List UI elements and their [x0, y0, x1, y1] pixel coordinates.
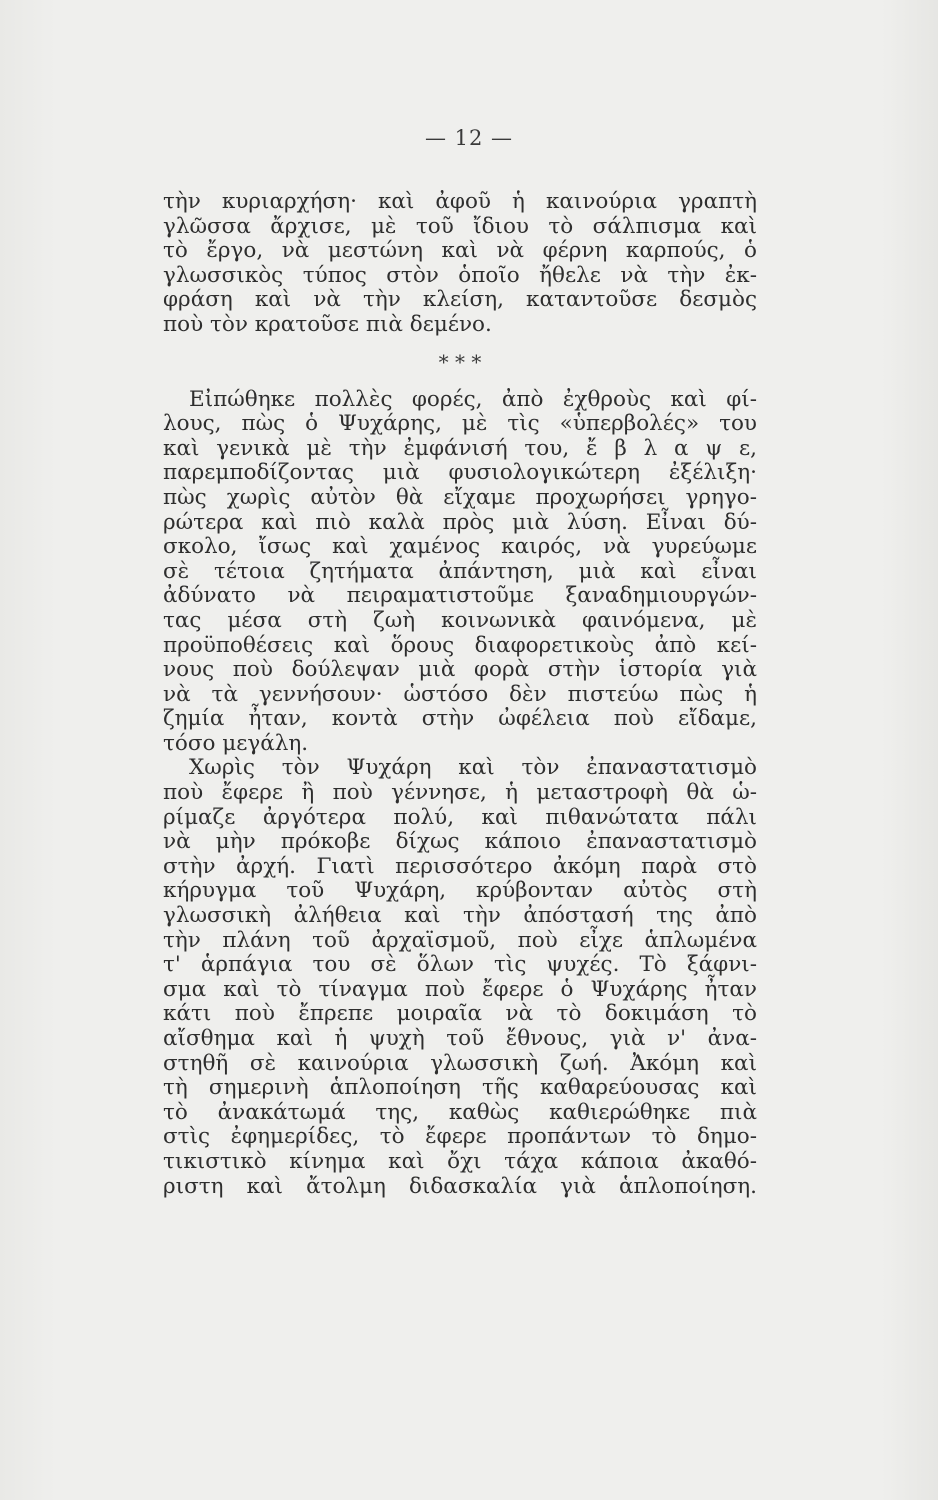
text-line: ἀδύνατο νὰ πειραματιστοῦμε ξαναδημιουργών-: [163, 583, 757, 609]
text-line: τ' ἁρπάγια του σὲ ὅλων τὶς ψυχές. Τὸ ξάφνι-: [163, 952, 757, 978]
text-line: φράση καὶ νὰ τὴν κλείση, καταντοῦσε δεσμὸς: [163, 287, 757, 313]
text-line: ποὺ ἔφερε ἢ ποὺ γέννησε, ἡ μεταστροφὴ θὰ ὡ-: [163, 780, 757, 806]
text-line: ριστη καὶ ἄτολμη διδασκαλία γιὰ ἁπλοποίηση.: [163, 1173, 757, 1199]
text-line: προϋποθέσεις καὶ ὅρους διαφορετικοὺς ἀπὸ κεί-: [163, 632, 757, 658]
paragraph-1: [163, 388, 757, 757]
text-line: γλῶσσα ἄρχισε, μὲ τοῦ ἴδιου τὸ σάλπισμα καὶ: [163, 213, 757, 239]
asterism: * * *: [438, 349, 482, 374]
text-line: παρεμποδίζοντας μιὰ φυσιολογικώτερη ἐξέλιξη·: [163, 460, 757, 486]
text-line: νὰ τὰ γεννήσουν· ὡστόσο δὲν πιστεύω πὼς ἡ: [163, 681, 757, 707]
text-line: γλωσσικὴ ἀλήθεια καὶ τὴν ἀπόστασή της ἀπὸ: [163, 903, 757, 929]
text-line: κήρυγμα τοῦ Ψυχάρη, κρύβονταν αὐτὸς στὴ: [163, 878, 757, 904]
text-line: πὼς χωρὶς αὐτὸν θὰ εἴχαμε προχωρήσει γρηγο-: [163, 484, 757, 510]
text-line: Εἰπώθηκε πολλὲς φορές, ἀπὸ ἐχθροὺς καὶ φί-: [189, 386, 757, 412]
section-1: [163, 190, 757, 338]
text-line: γλωσσικὸς τύπος στὸν ὁποῖο ἤθελε νὰ τὴν ἐκ-: [163, 262, 757, 288]
text-line: τόσο μεγάλη.: [163, 730, 309, 756]
text-line: στὶς ἐφημερίδες, τὸ ἔφερε προπάντων τὸ δημο-: [163, 1124, 757, 1150]
section-separator: [163, 338, 757, 388]
text-line: τὸ ἔργο, νὰ μεστώνη καὶ νὰ φέρνη καρπούς, ὁ: [163, 238, 757, 264]
text-line: ρίμαζε ἀργότερα πολύ, καὶ πιθανώτατα πάλι: [163, 804, 757, 830]
text-line: λους, πὼς ὁ Ψυχάρης, μὲ τὶς «ὑπερβολές» του: [163, 411, 757, 437]
text-line: νὰ μὴν πρόκοβε δίχως κάποιο ἐπαναστατισμὸ: [163, 829, 757, 855]
text-line: νους ποὺ δούλεψαν μιὰ φορὰ στὴν ἱστορία γιὰ: [163, 657, 757, 683]
page-number: — 12 —: [424, 126, 514, 150]
text-line: αἴσθημα καὶ ἡ ψυχὴ τοῦ ἔθνους, γιὰ ν' ἀνα-: [163, 1026, 757, 1051]
text-line: στηθῆ σὲ καινούρια γλωσσικὴ ζωή. Ἀκόμη καὶ: [163, 1050, 757, 1076]
text-line: Χωρὶς τὸν Ψυχάρη καὶ τὸν ἐπαναστατισμὸ: [189, 755, 757, 781]
text-line: σκολο, ἴσως καὶ χαμένος καιρός, νὰ γυρεύωμε: [163, 534, 757, 560]
text-line: τὸ ἀνακάτωμά της, καθὼς καθιερώθηκε πιὰ: [163, 1099, 757, 1125]
text-line: τὴν πλάνη τοῦ ἀρχαϊσμοῦ, ποὺ εἶχε ἁπλωμένα: [163, 927, 757, 953]
text-line: τικιστικὸ κίνημα καὶ ὄχι τάχα κάποια ἀκαθό-: [163, 1148, 757, 1174]
text-line: σὲ τέτοια ζητήματα ἀπάντηση, μιὰ καὶ εἶναι: [163, 558, 757, 584]
text-line: σμα καὶ τὸ τίναγμα ποὺ ἔφερε ὁ Ψυχάρης ἦταν: [163, 976, 757, 1002]
text-line: καὶ γενικὰ μὲ τὴν ἐμφάνισή του, ἔ β λ α ψ ε,: [163, 435, 757, 461]
text-line: ποὺ τὸν κρατοῦσε πιὰ δεμένο.: [163, 311, 492, 337]
body-text: [163, 190, 757, 1199]
text-line: ζημία ἦταν, κοντὰ στὴν ὠφέλεια ποὺ εἴδαμε,: [163, 706, 757, 732]
text-line: τὴ σημερινὴ ἁπλοποίηση τῆς καθαρεύουσας καὶ: [163, 1075, 757, 1101]
paragraph-2: [163, 756, 757, 1199]
text-line: ρώτερα καὶ πιὸ καλὰ πρὸς μιὰ λύση. Εἶναι δύ-: [163, 509, 757, 535]
text-line: τὴν κυριαρχήση· καὶ ἀφοῦ ἡ καινούρια γραπτὴ: [163, 189, 757, 214]
text-line: κάτι ποὺ ἔπρεπε μοιραῖα νὰ τὸ δοκιμάση τὸ: [163, 1001, 757, 1027]
text-line: στὴν ἀρχή. Γιατὶ περισσότερο ἀκόμη παρὰ στὸ: [163, 853, 757, 879]
text-line: τας μέσα στὴ ζωὴ κοινωνικὰ φαινόμενα, μὲ: [163, 607, 757, 633]
